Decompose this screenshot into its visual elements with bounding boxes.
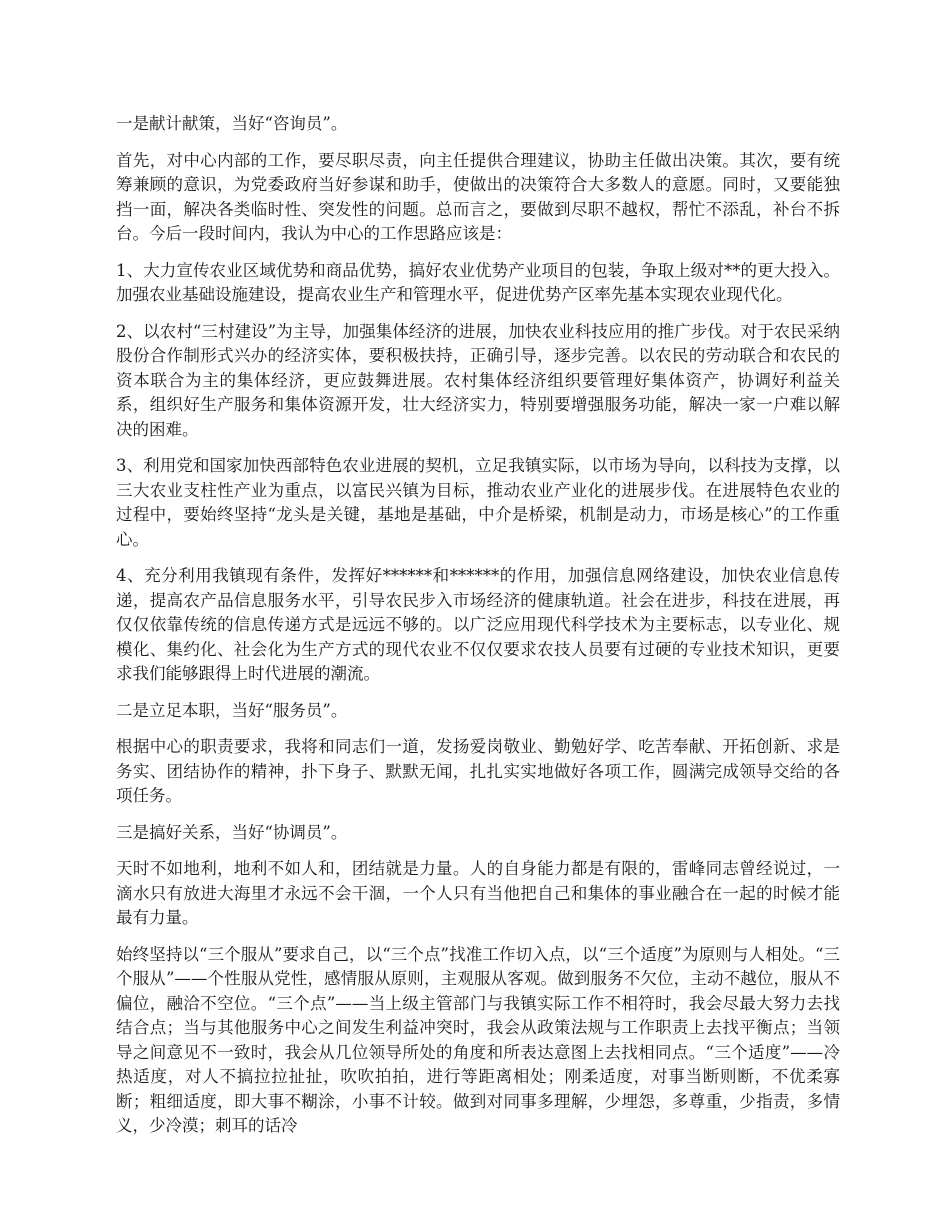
paragraph-item-4: 4、充分利用我镇现有条件，发挥好******和******的作用，加强信息网络建设，加快农业信息传递，提高农产品信息服务水平，引导农民步入市场经济的健康轨道。社会在进步，科技在进展，再仅仅依靠传统的信息传递方式是远远不够的。以广泛应用现代科学技术为主要标志，以专业化、规模化、集约化、社会化为生产方式的现代农业不仅仅要求农技人员要有过硬的专业技术知识，更要求我们能够跟得上时代进展的潮流。 (116, 566, 840, 683)
paragraph-item-2: 2、以农村“三村建设”为主导，加强集体经济的进展，加快农业科技应用的推广步伐。对于农民采纳股份合作制形式兴办的经济实体，要积极扶持，正确引导，逐步完善。以农民的劳动联合和农民的资本联合为主的集体经济，更应鼓舞进展。农村集体经济组织要管理好集体资产，协调好利益关系，组织好生产服务和集体资源开发，壮大经济实力，特别要增强服务功能，解决一家一户难以解决的困难。 (116, 321, 840, 439)
document-body (116, 112, 840, 1151)
paragraph-unity: 天时不如地利，地利不如人和，团结就是力量。人的自身能力都是有限的，雷峰同志曾经说过，一滴水只有放进大海里才永远不会干涸，一个人只有当他把自己和集体的事业融合在一起的时候才能最有力量。 (116, 859, 840, 927)
paragraph-intro: 首先，对中心内部的工作，要尽职尽责，向主任提供合理建议，协助主任做出决策。其次，要有统筹兼顾的意识，为党委政府当好参谋和助手，使做出的决策符合大多数人的意愿。同时，又要能独挡一面，解决各类临时性、突发性的问题。总而言之，要做到尽职不越权，帮忙不添乱，补台不拆台。今后一段时间内，我认为中心的工作思路应该是： (116, 150, 840, 243)
paragraph-service: 根据中心的职责要求，我将和同志们一道，发扬爱岗敬业、勤勉好学、吃苦奉献、开拓创新、求是务实、团结协作的精神，扑下身子、默默无闻，扎扎实实地做好各项工作，圆满完成领导交给的各项任务。 (116, 737, 840, 805)
paragraph-heading-2: 二是立足本职，当好“服务员”。 (116, 700, 348, 720)
paragraph-principles: 始终坚持以“三个服从”要求自己，以“三个点”找准工作切入点，以“三个适度”为原则与人相处。“三个服从”——个性服从党性，感情服从原则，主观服从客观。做到服务不欠位，主动不越位，服从不偏位，融洽不空位。“三个点”——当上级主管部门与我镇实际工作不相符时，我会尽最大努力去找结合点；当与其他服务中心之间发生利益冲突时，我会从政策法规与工作职责上去找平衡点；当领导之间意见不一致时，我会从几位领导所处的角度和所表达意图上去找相同点。“三个适度”——冷热适度，对人不搞拉拉扯扯，吹吹拍拍，进行等距离相处；刚柔适度，对事当断则断，不优柔寡断；粗细适度，即大事不糊涂，小事不计较。做到对同事多理解，少埋怨，多尊重，少指责，多情义，少冷漠；刺耳的话冷 (116, 944, 840, 1135)
paragraph-item-1: 1、大力宣传农业区域优势和商品优势，搞好农业优势产业项目的包装，争取上级对**的更大投入。加强农业基础设施建设，提高农业生产和管理水平，促进优势产区率先基本实现农业现代化。 (116, 260, 840, 304)
paragraph-item-3: 3、利用党和国家加快西部特色农业进展的契机，立足我镇实际，以市场为导向，以科技为支撑，以三大农业支柱性产业为重点，以富民兴镇为目标，推动农业产业化的进展步伐。在进展特色农业的过程中，要始终坚持“龙头是关键，基地是基础，中介是桥梁，机制是动力，市场是核心”的工作重心。 (116, 456, 840, 549)
paragraph-heading-1: 一是献计献策，当好“咨询员”。 (116, 114, 348, 133)
paragraph-heading-3: 三是搞好关系，当好“协调员”。 (116, 822, 348, 842)
